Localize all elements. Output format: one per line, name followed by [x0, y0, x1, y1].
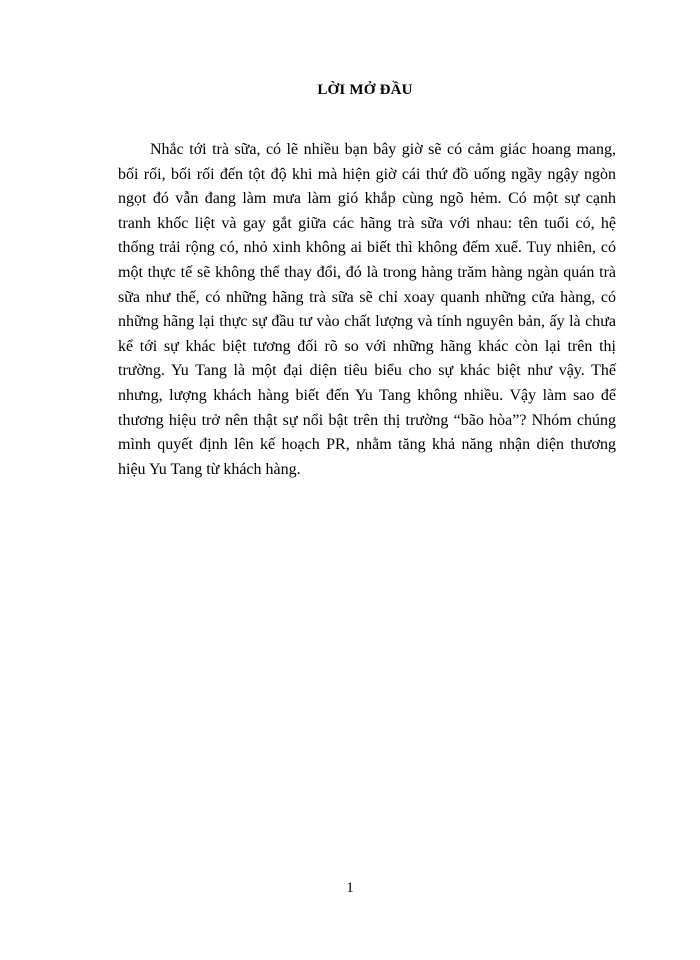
page-number: 1 [346, 880, 354, 896]
page-title: LỜI MỞ ĐẦU [317, 82, 413, 98]
intro-paragraph: Nhắc tới trà sữa, có lẽ nhiều bạn bây giờ sẽ có cảm giác hoang mang, bối rối, bối rối đến tột độ khi mà hiện giờ cái thứ đồ uống ngầy ngậy ngòn ngọt đó vẫn đang làm mưa làm gió khắp cùng ngõ hẻm. Có một sự cạnh tranh khốc liệt và gay gắt giữa các hãng trà sữa với nhau: tên tuổi có, hệ thống trải rộng có, nhỏ xinh không ai biết thì không đếm xuể. Tuy nhiên, có một thực tế sẽ không thể thay đổi, đó là trong hàng trăm hàng ngàn quán trà sữa như thế, có những hãng trà sữa sẽ chỉ xoay quanh những cửa hàng, có những hãng lại thực sự đầu tư vào chất lượng và tính nguyên bản, ấy là chưa kể tới sự khác biệt tương đối rõ so với những hãng khác còn lại trên thị trường. Yu Tang là một đại diện tiêu biểu cho sự khác biệt như vậy. Thế nhưng, lượng khách hàng biết đến Yu Tang không nhiều. Vậy làm sao để thương hiệu trở nên thật sự nổi bật trên thị trường “bão hòa”? Nhóm chúng mình quyết định lên kế hoạch PR, nhằm tăng khả năng nhận diện thương hiệu Yu Tang từ khách hàng. [118, 141, 616, 478]
